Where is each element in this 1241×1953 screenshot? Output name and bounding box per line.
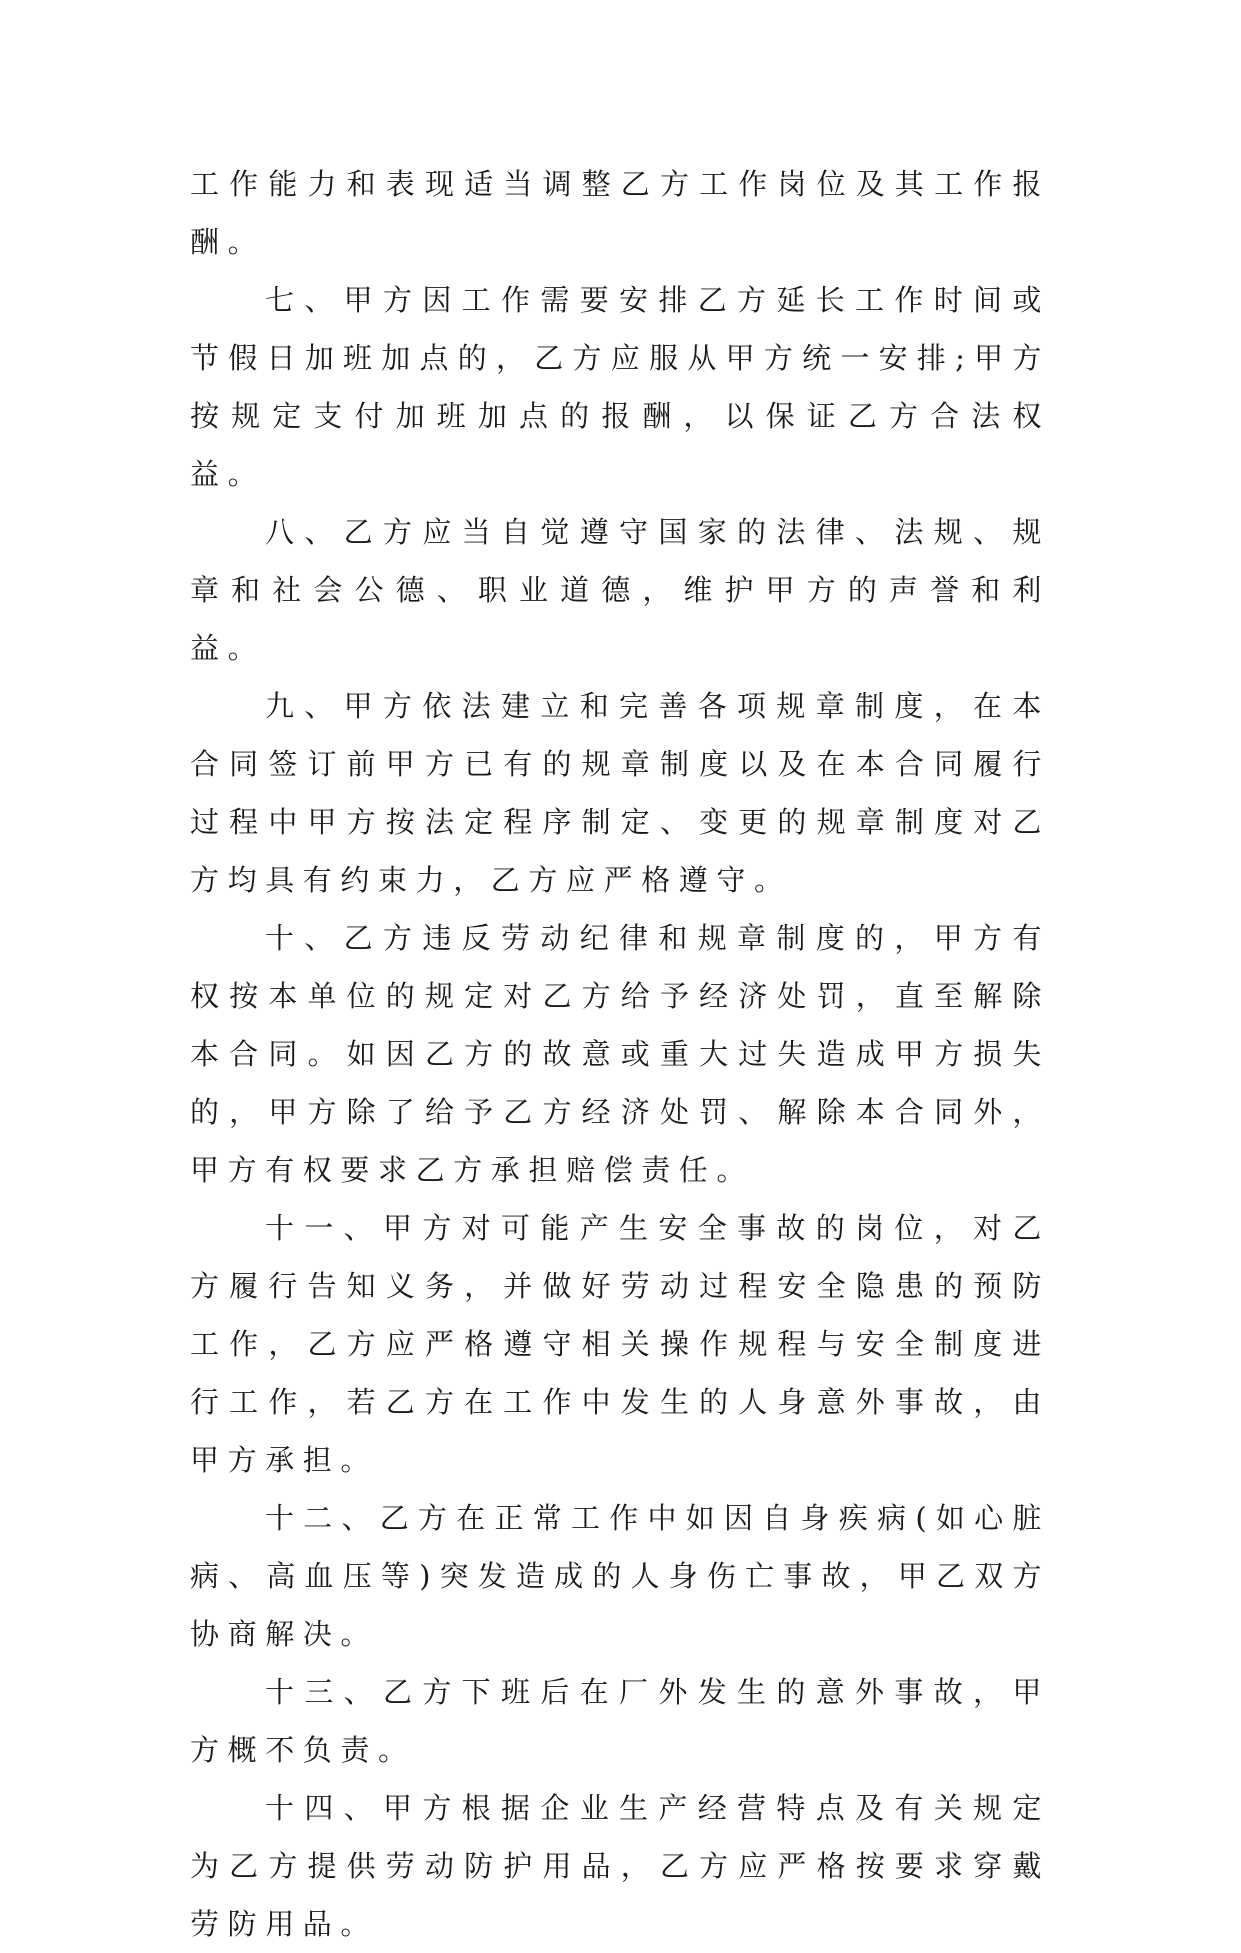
paragraph-continuation: 工作能力和表现适当调整乙方工作岗位及其工作报酬。 <box>190 167 1050 259</box>
paragraph-clause-10: 十、乙方违反劳动纪律和规章制度的，甲方有权按本单位的规定对乙方给予经济处罚，直至解除本合同。如因乙方的故意或重大过失造成甲方损失的，甲方除了给予乙方经济处罚、解除本合同外，甲方有权要求乙方承担赔偿责任。 <box>190 921 1050 1187</box>
paragraph-clause-8: 八、乙方应当自觉遵守国家的法律、法规、规章和社会公德、职业道德，维护甲方的声誉和利益。 <box>190 515 1050 665</box>
paragraph-clause-7: 七、甲方因工作需要安排乙方延长工作时间或节假日加班加点的，乙方应服从甲方统一安排;甲方按规定支付加班加点的报酬，以保证乙方合法权益。 <box>190 283 1050 491</box>
document-body <box>190 155 1050 1953</box>
paragraph-clause-14: 十四、甲方根据企业生产经营特点及有关规定为乙方提供劳动防护用品，乙方应严格按要求穿戴劳防用品。 <box>190 1791 1050 1941</box>
paragraph-clause-9: 九、甲方依法建立和完善各项规章制度，在本合同签订前甲方已有的规章制度以及在本合同履行过程中甲方按法定程序制定、变更的规章制度对乙方均具有约束力，乙方应严格遵守。 <box>190 689 1050 897</box>
paragraph-clause-13: 十三、乙方下班后在厂外发生的意外事故，甲方概不负责。 <box>190 1675 1050 1767</box>
paragraph-clause-11: 十一、甲方对可能产生安全事故的岗位，对乙方履行告知义务，并做好劳动过程安全隐患的预防工作，乙方应严格遵守相关操作规程与安全制度进行工作，若乙方在工作中发生的人身意外事故，由甲方承担。 <box>190 1211 1050 1477</box>
paragraph-clause-12: 十二、乙方在正常工作中如因自身疾病(如心脏病、高血压等)突发造成的人身伤亡事故，甲乙双方协商解决。 <box>190 1501 1050 1651</box>
